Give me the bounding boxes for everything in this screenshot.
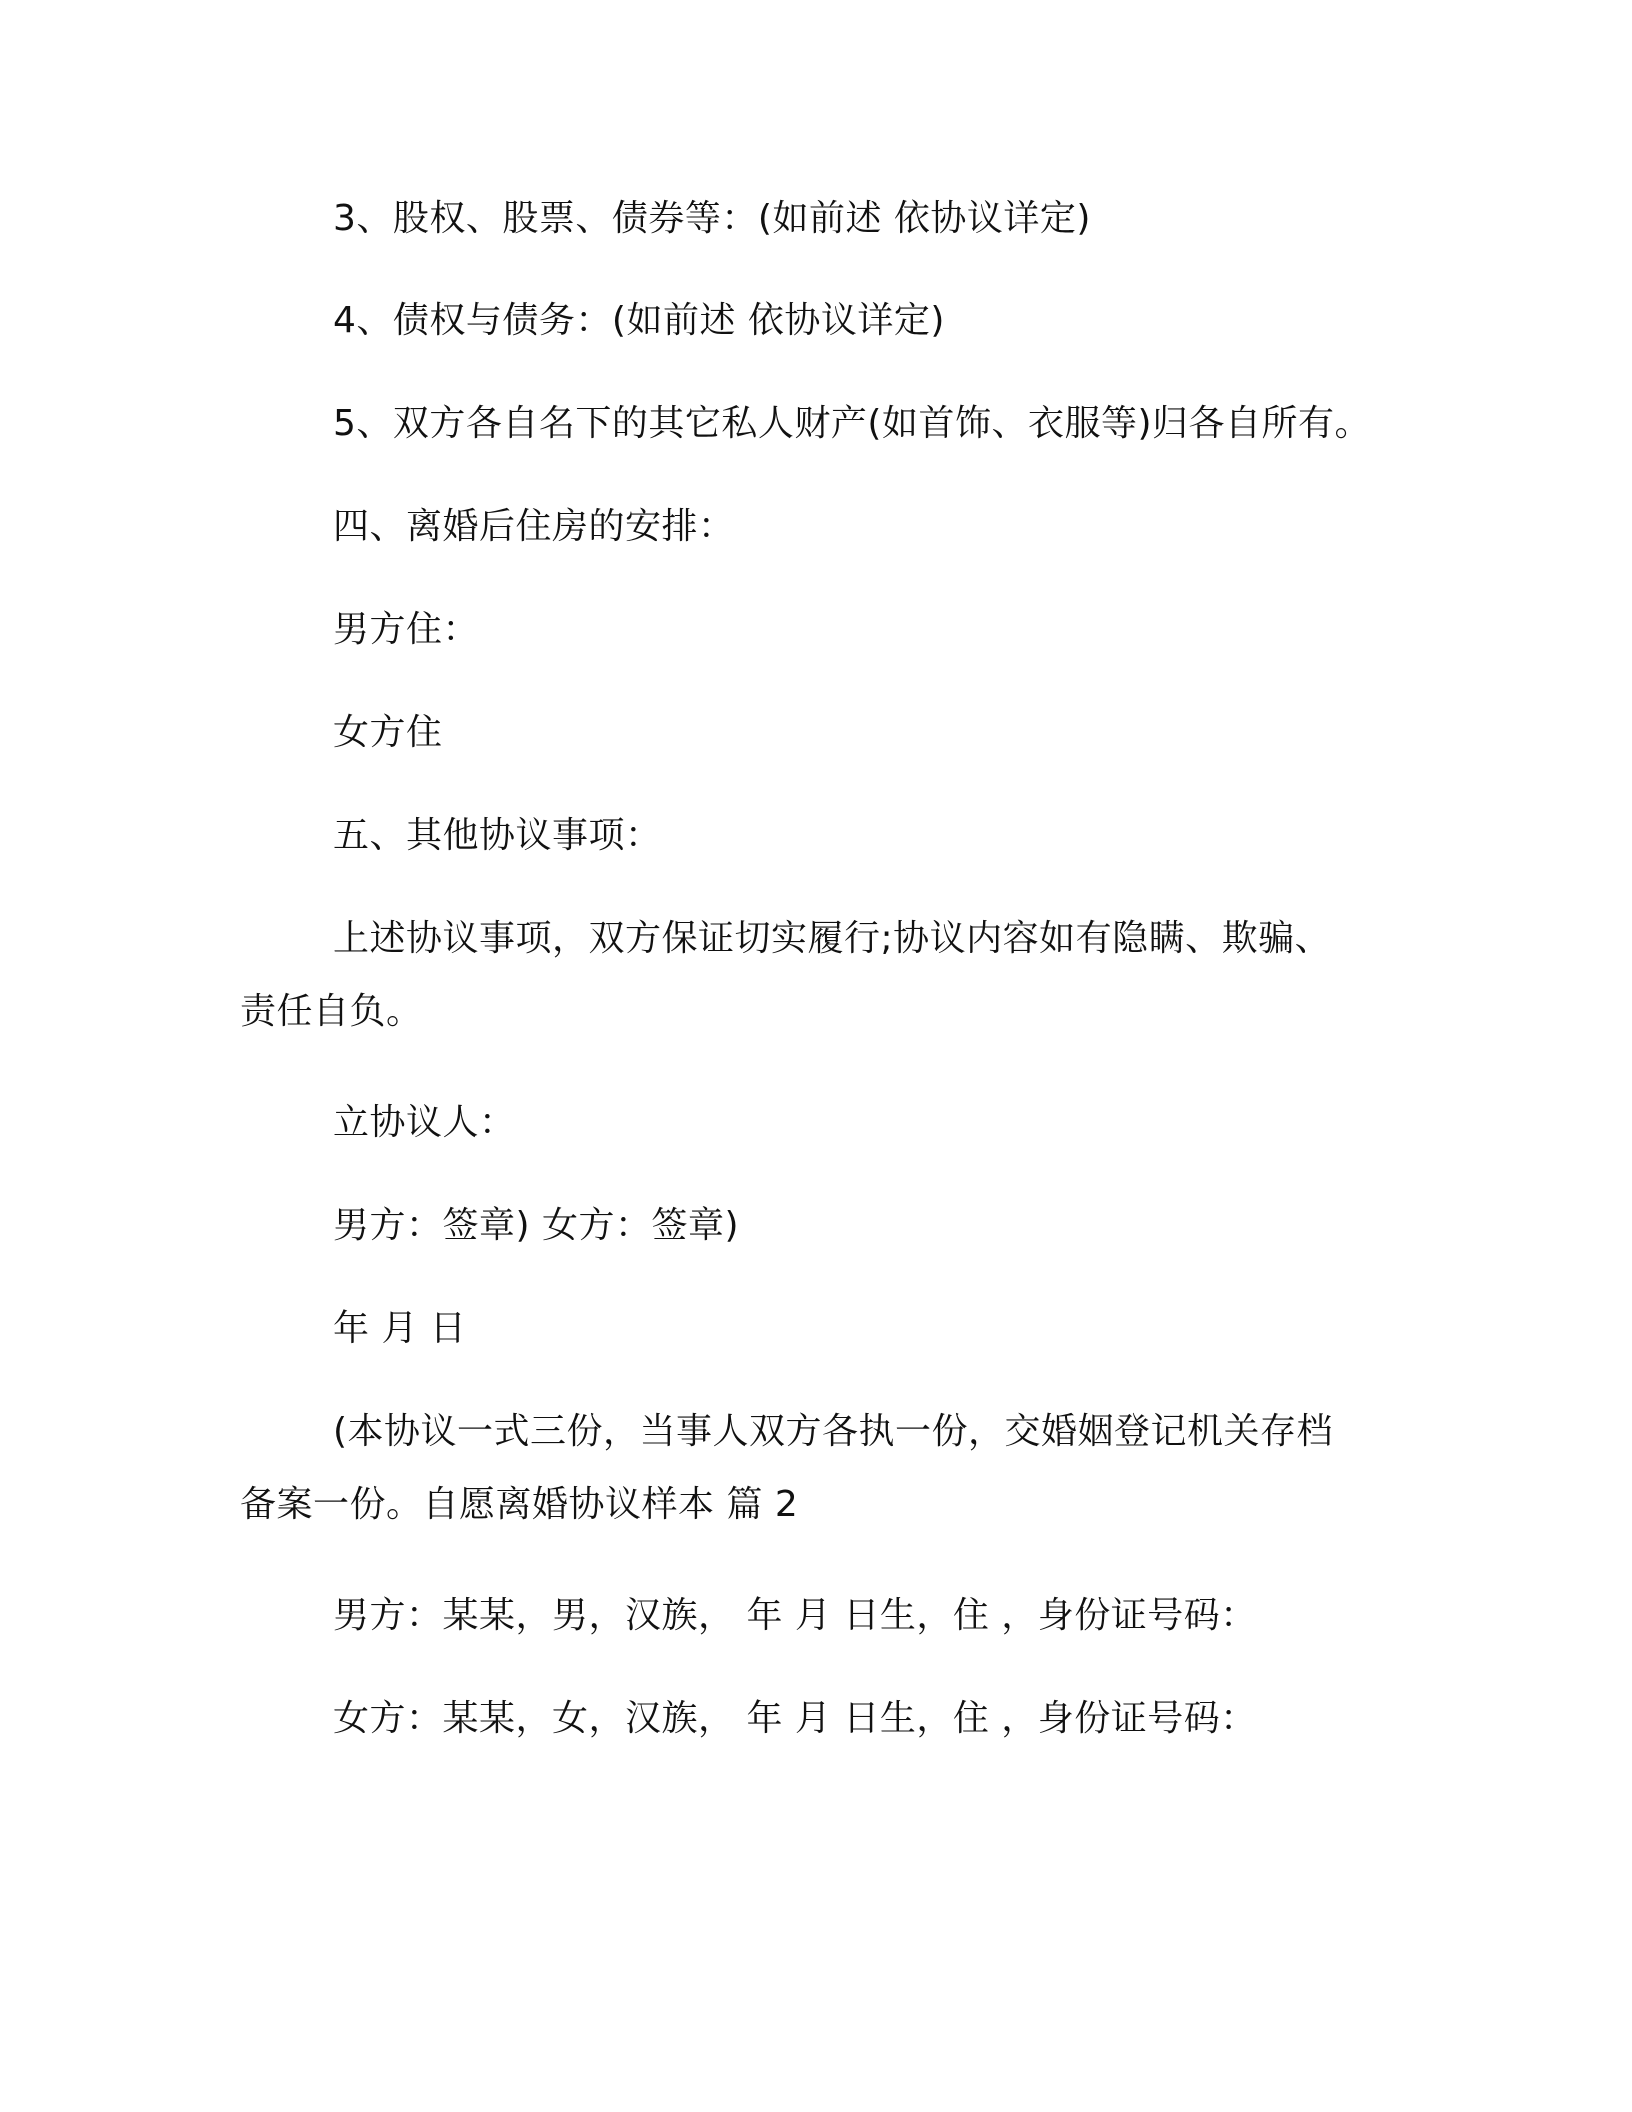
housing-female-line: 女方住 — [333, 712, 443, 753]
clause-claims-debts: 4、债权与债务：(如前述 依协议详定) — [333, 300, 945, 341]
clause-shares-stocks-bonds: 3、股权、股票、债券等：(如前述 依协议详定) — [333, 198, 1091, 239]
signature-line: 男方：签章) 女方：签章) — [333, 1205, 740, 1246]
female-party-info: 女方：某某，女，汉族， 年 月 日生，住 ，身份证号码： — [333, 1698, 1257, 1739]
date-line: 年 月 日 — [333, 1308, 467, 1349]
section-heading-other-matters: 五、其他协议事项： — [333, 815, 662, 856]
clause-private-property: 5、双方各自名下的其它私人财产(如首饰、衣服等)归各自所有。 — [333, 403, 1371, 444]
paragraph-fulfillment-line-1: 上述协议事项，双方保证切实履行;协议内容如有隐瞒、欺骗、 — [333, 918, 1332, 959]
housing-male-line: 男方住： — [333, 609, 480, 650]
section-heading-housing: 四、离婚后住房的安排： — [333, 506, 735, 547]
male-party-info: 男方：某某，男，汉族， 年 月 日生，住 ，身份证号码： — [333, 1595, 1257, 1636]
copies-note-line-1: (本协议一式三份，当事人双方各执一份，交婚姻登记机关存档 — [333, 1411, 1334, 1452]
signatories-label: 立协议人： — [333, 1102, 516, 1143]
paragraph-fulfillment-line-2: 责任自负。 — [240, 991, 423, 1032]
copies-note-line-2: 备案一份。自愿离婚协议样本 篇 2 — [240, 1484, 799, 1525]
